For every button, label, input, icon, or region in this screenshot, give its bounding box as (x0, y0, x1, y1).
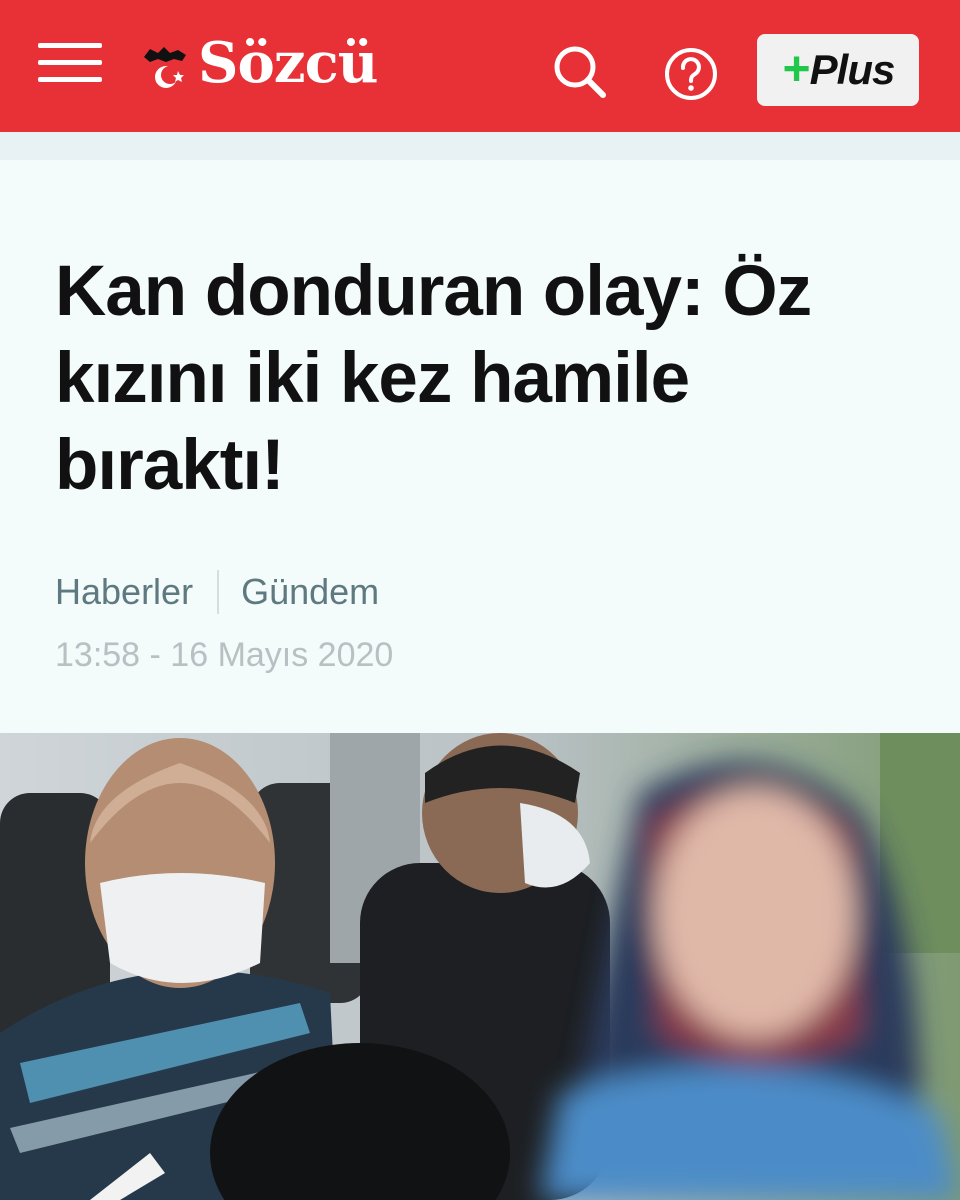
search-icon (550, 42, 610, 102)
plus-icon: + (781, 43, 810, 96)
article-categories (55, 568, 379, 616)
search-button[interactable] (550, 42, 610, 102)
publish-timestamp: 13:58 - 16 Mayıs 2020 (55, 636, 394, 674)
category-link-gundem[interactable]: Gündem (241, 571, 380, 612)
article-title: Kan donduran olay: Öz kızını iki kez hamile bıraktı! (55, 252, 812, 505)
menu-icon (38, 43, 102, 48)
menu-icon-line (38, 77, 102, 82)
plus-label: Plus (809, 46, 895, 93)
plus-subscription-button[interactable] (757, 34, 919, 106)
category-link-haberler[interactable]: Haberler (55, 571, 194, 612)
article-photo-image (0, 733, 960, 1200)
help-button[interactable] (663, 46, 719, 102)
site-logo[interactable] (140, 28, 377, 98)
question-icon (663, 46, 719, 102)
article-photo[interactable] (0, 733, 960, 1200)
logo-emblem-icon (140, 35, 196, 91)
menu-button[interactable] (38, 40, 104, 86)
header-divider-bar (0, 132, 960, 160)
brand-name: Sözcü (198, 30, 378, 96)
category-separator (217, 570, 219, 614)
top-header (0, 0, 960, 132)
menu-icon-line (38, 60, 102, 65)
